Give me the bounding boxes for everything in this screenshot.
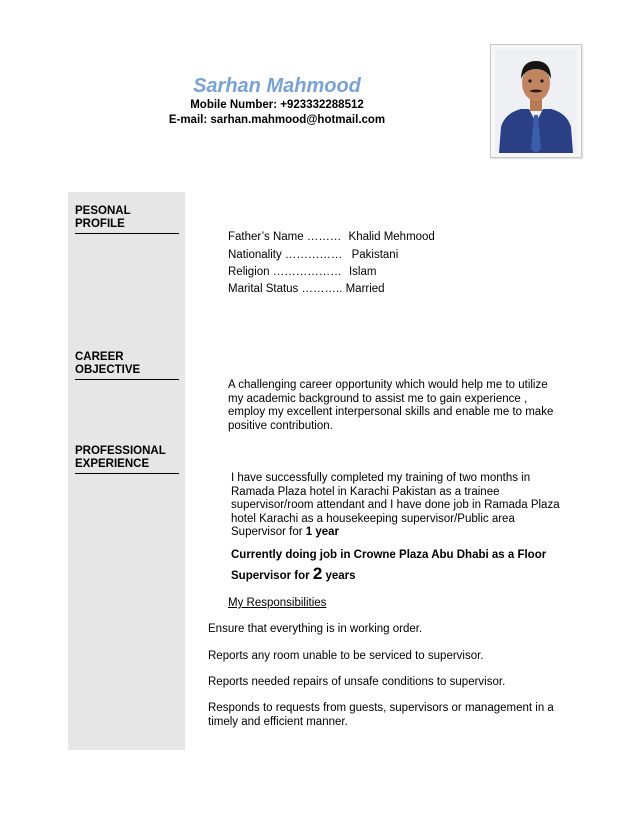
profile-photo: [490, 44, 582, 158]
responsibility-item-multiline: [208, 702, 568, 729]
objective-line: positive contribution.: [228, 419, 333, 432]
responsibility-line: timely and efficient manner.: [208, 715, 348, 728]
section-divider: [75, 473, 179, 474]
religion-label: Religion ………………: [228, 266, 342, 278]
section-personal-profile: [75, 205, 179, 234]
objective-paragraph: [228, 379, 568, 433]
section-professional-experience: [75, 445, 179, 474]
section-divider: [75, 233, 179, 234]
nationality-row: [228, 248, 398, 262]
current-job-years-number: 2: [312, 564, 323, 583]
resume-header: [150, 74, 404, 128]
training-line: hotel Karachi as a housekeeping supervisor/Public area: [231, 512, 515, 525]
father-name-label: Father’s Name ………: [228, 231, 342, 243]
section-heading-line: PROFILE: [75, 218, 125, 230]
training-paragraph: [231, 472, 571, 540]
section-heading-line: EXPERIENCE: [75, 458, 150, 470]
current-job-line-1: Currently doing job in Crowne Plaza Abu Dhabi as a Floor: [231, 549, 547, 561]
responsibility-item: Ensure that everything is in working order.: [208, 623, 423, 635]
section-heading-line: PROFESSIONAL: [75, 445, 166, 457]
objective-line: my academic background to assist me to gain experience ,: [228, 392, 528, 405]
email-address: E-mail: sarhan.mahmood@hotmail.com: [168, 114, 386, 126]
section-divider: [75, 379, 179, 380]
mobile-number: Mobile Number: +923332288512: [190, 99, 364, 111]
responsibility-line: Responds to requests from guests, supervisors or management in a: [208, 702, 554, 714]
religion-value: Islam: [348, 266, 377, 278]
marital-status-label: Marital Status ………..: [228, 283, 343, 295]
religion-row: [228, 265, 376, 279]
training-line: supervisor/room attendant and I have done job in Ramada Plaza: [231, 499, 560, 511]
marital-status-row: [228, 282, 385, 296]
responsibility-item: Reports any room unable to be serviced to supervisor.: [208, 650, 484, 662]
training-line: I have successfully completed my training of two months in: [231, 472, 531, 484]
section-heading-line: CAREER: [75, 351, 124, 363]
nationality-value: Pakistani: [351, 249, 399, 261]
current-job-prefix: Supervisor for: [231, 570, 313, 582]
father-name-row: [228, 230, 435, 244]
current-job-suffix: years: [322, 570, 356, 582]
objective-line: employ my excellent interpersonal skills and enable me to make: [228, 406, 554, 418]
person-photo-icon: [495, 49, 577, 153]
responsibility-item: Reports needed repairs of unsafe conditions to supervisor.: [208, 676, 506, 688]
training-line-supervisor: [231, 526, 571, 540]
father-name-value: Khalid Mehmood: [348, 231, 435, 243]
current-job-line-2: [231, 564, 571, 586]
training-line: Ramada Plaza hotel in Karachi Pakistan as a trainee: [231, 485, 500, 498]
supervisor-duration: 1 year: [305, 526, 340, 538]
nationality-label: Nationality ……………: [228, 249, 343, 261]
responsibilities-title: My Responsibilities: [228, 597, 327, 609]
candidate-name: Sarhan Mahmood: [193, 75, 361, 97]
section-career-objective: [75, 351, 179, 380]
section-heading-line: PESONAL: [75, 205, 131, 217]
supervisor-prefix: Supervisor for: [231, 526, 306, 538]
marital-status-value: Married: [345, 283, 385, 295]
section-heading-line: OBJECTIVE: [75, 364, 141, 376]
objective-line: A challenging career opportunity which would help me to utilize: [228, 379, 548, 391]
